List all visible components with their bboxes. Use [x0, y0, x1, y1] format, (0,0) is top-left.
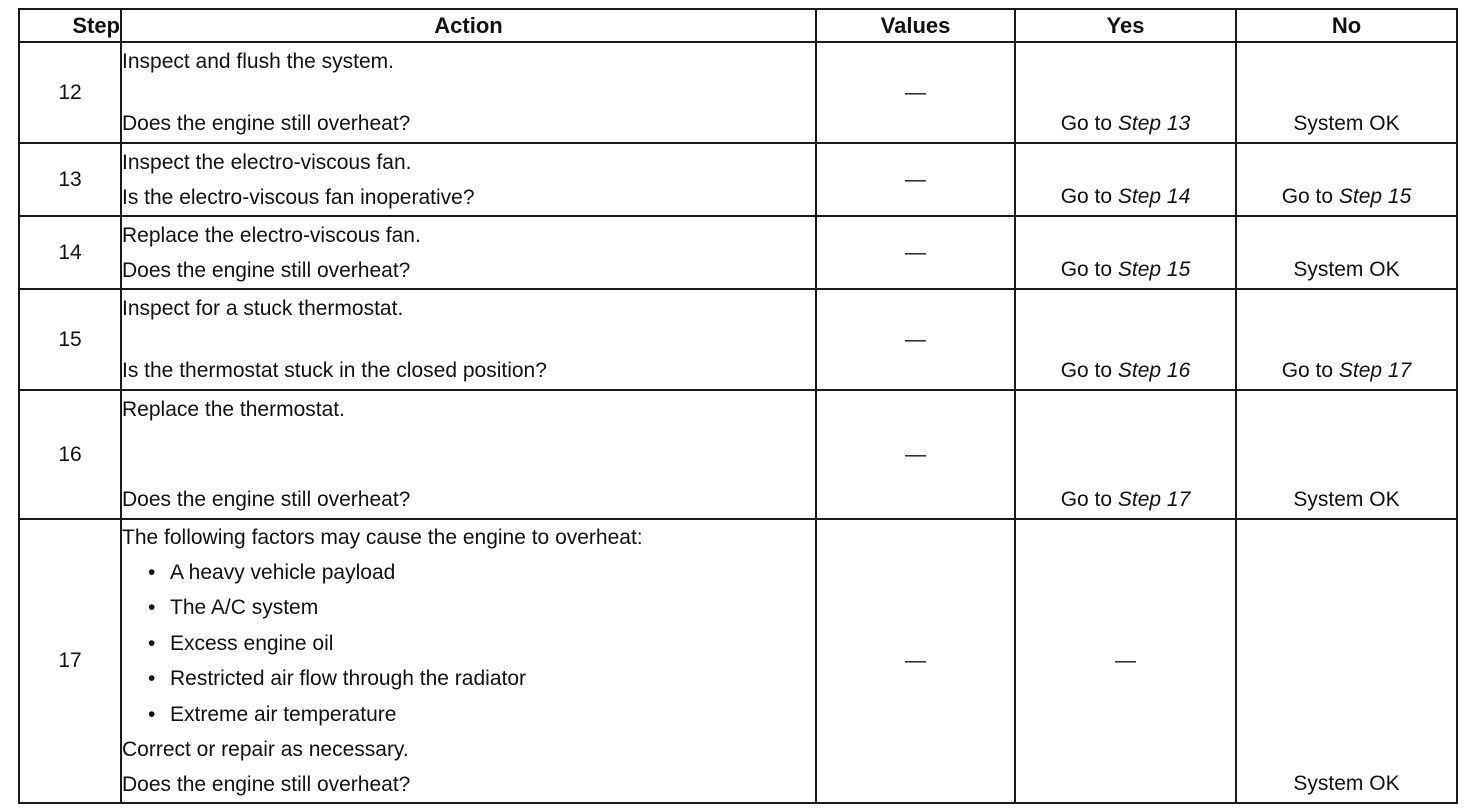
no-result: System OK [1293, 258, 1400, 281]
action-question: Does the engine still overheat? [122, 259, 411, 282]
values-dash: — [905, 649, 926, 672]
no-cell [1236, 519, 1457, 803]
table-row [19, 390, 1457, 519]
header-action: Action [121, 9, 816, 42]
yes-cell [1015, 216, 1236, 289]
action-cell [121, 216, 816, 289]
step-number: 15 [19, 289, 121, 390]
table-row [19, 42, 1457, 143]
no-cell [1236, 289, 1457, 390]
yes-prefix: Go to [1060, 185, 1118, 208]
yes-prefix: Go to [1060, 359, 1118, 382]
action-correct: Correct or repair as necessary. [122, 738, 409, 762]
action-question: Is the electro-viscous fan inoperative? [122, 186, 475, 209]
action-question: Is the thermostat stuck in the closed position? [122, 359, 547, 382]
values-dash: — [905, 80, 926, 104]
action-question: Does the engine still overheat? [122, 112, 411, 135]
action-instruction: Inspect the electro-viscous fan. [122, 151, 412, 174]
yes-step-link[interactable]: Step 13 [1117, 112, 1191, 135]
yes-step-link[interactable]: Step 17 [1117, 488, 1191, 511]
no-prefix: Go to [1281, 185, 1339, 208]
header-values: Values [816, 9, 1015, 42]
step-number: 16 [19, 390, 121, 519]
values-cell [816, 143, 1015, 216]
values-dash: — [905, 442, 926, 466]
action-question: Does the engine still overheat? [122, 488, 411, 511]
action-cell [121, 519, 816, 803]
header-row [19, 9, 1457, 42]
action-cell [121, 143, 816, 216]
action-cell [121, 42, 816, 143]
diagnostic-table [18, 8, 1458, 804]
no-cell [1236, 216, 1457, 289]
no-cell [1236, 42, 1457, 143]
values-dash: — [905, 327, 926, 351]
list-item: • Extreme air temperature [148, 697, 815, 733]
header-step: Step [19, 9, 121, 42]
action-cell [121, 289, 816, 390]
no-result: System OK [1293, 112, 1400, 135]
yes-step-link[interactable]: Step 14 [1117, 185, 1191, 208]
action-instruction: Replace the thermostat. [122, 398, 345, 421]
step-number: 14 [19, 216, 121, 289]
list-item: • The A/C system [148, 590, 815, 626]
table-row [19, 143, 1457, 216]
list-item: • Restricted air flow through the radiator [148, 661, 815, 697]
values-cell [816, 390, 1015, 519]
values-cell [816, 42, 1015, 143]
action-instruction: Inspect and flush the system. [122, 50, 394, 73]
header-no: No [1236, 9, 1457, 42]
action-instruction: Inspect for a stuck thermostat. [122, 297, 404, 320]
action-instruction: Replace the electro-viscous fan. [122, 224, 421, 247]
list-item: • A heavy vehicle payload [148, 555, 815, 591]
action-question: Does the engine still overheat? [122, 773, 411, 797]
no-cell [1236, 143, 1457, 216]
step-number: 13 [19, 143, 121, 216]
step-number: 12 [19, 42, 121, 143]
factor-list [122, 555, 815, 733]
yes-prefix: Go to [1060, 258, 1118, 281]
yes-prefix: Go to [1060, 112, 1118, 135]
table-row [19, 519, 1457, 803]
table-row [19, 216, 1457, 289]
header-yes: Yes [1015, 9, 1236, 42]
yes-step-link[interactable]: Step 16 [1117, 359, 1191, 382]
action-instruction: The following factors may cause the engine to overheat: [122, 525, 643, 549]
values-cell [816, 289, 1015, 390]
action-cell [121, 390, 816, 519]
values-cell [816, 519, 1015, 803]
yes-step-link[interactable]: Step 15 [1117, 258, 1191, 281]
yes-cell [1015, 42, 1236, 143]
yes-cell [1015, 519, 1236, 803]
yes-dash: — [1115, 649, 1136, 672]
values-dash: — [905, 167, 926, 191]
yes-cell [1015, 390, 1236, 519]
yes-cell [1015, 143, 1236, 216]
no-prefix: Go to [1281, 359, 1339, 382]
values-dash: — [905, 240, 926, 264]
no-result: System OK [1293, 488, 1400, 511]
no-step-link[interactable]: Step 15 [1338, 185, 1412, 208]
no-cell [1236, 390, 1457, 519]
step-number: 17 [19, 519, 121, 803]
no-result: System OK [1293, 772, 1400, 795]
no-step-link[interactable]: Step 17 [1338, 359, 1412, 382]
list-item: • Excess engine oil [148, 626, 815, 662]
yes-prefix: Go to [1060, 488, 1118, 511]
yes-cell [1015, 289, 1236, 390]
table-row [19, 289, 1457, 390]
values-cell [816, 216, 1015, 289]
